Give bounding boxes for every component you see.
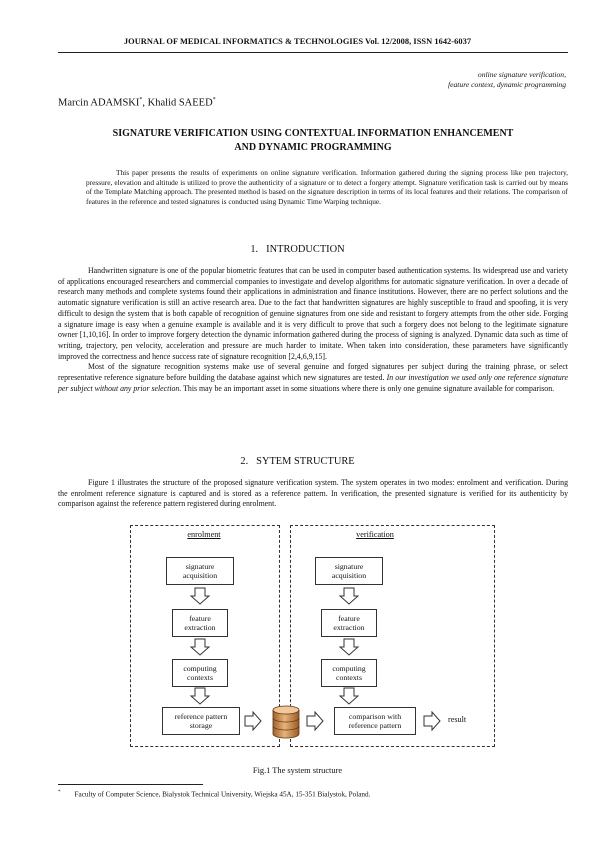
arrow-right-icon (423, 711, 441, 731)
database-icon (271, 705, 301, 739)
section-2-number: 2. (240, 456, 249, 467)
p2-italic: In our investigation we used only one reference signature per subject without any prior selection. (58, 373, 568, 393)
section-2-title: SYTEM STRUCTURE (256, 456, 355, 467)
arrow-down-icon (190, 687, 210, 705)
enrol-node-4-label: reference pattern storage (174, 711, 228, 730)
abstract: This paper presents the results of experiments on online signature verification. Information gathered during the signing process like pen trajectory, pressure, elevation and altitude is utilized to prove the authenticity of a signature or to detect a forgery attempt. Signature verification task is carried out by means of the Template Matching approach. The presented method is based on the signature description in terms of its local features and their relations. The comparison of features in the reference and tested signatures is conducted using Dynamic Time Warping technique. (86, 168, 568, 206)
verif-node-2-label: feature extraction (333, 613, 365, 632)
p2-end: This may be an important asset in some situations where there is only one genuine signature available for comparison. (181, 383, 555, 393)
author-1: Marcin ADAMSKI (58, 97, 140, 109)
verif-comparison-with-reference (334, 707, 416, 735)
author-1-mark: * (139, 97, 143, 103)
enrol-reference-pattern-storage (162, 707, 240, 735)
header-rule (58, 52, 568, 53)
section-2-body (58, 478, 568, 510)
arrow-down-icon (190, 638, 210, 656)
section-1-title: INTRODUCTION (266, 244, 345, 255)
section-1-paragraph-1: Handwritten signature is one of the popular biometric features that can be used in computer based authentication systems. Its widespread use and variety of applications encouraged researchers and commercial companies to investigate and develop algorithms for automatic signature verification. In over a decade of research many methods and complete systems found their applications in administration and finance institutions. However, there are no perfect solutions and the automatic signature verification is still an active research area. Due to the fact that handwritten signatures are highly susceptible to fraud and spoofing, it is very difficult to design the system that is both capable of recognition of genuine signatures from one side and resistant to forgery attempts from the other side. Forging a signature image is easy when a genuine example is available and it is very difficult to prove that such a forgery does not belong to the legitimate signature owner [1,10,16]. In order to improve forgery detection the dynamic information gathered during the process of signing is analyzed. Dynamic data such as time of writing, trajectory, pen velocity, acceleration and pressure are much harder to imitate. When taken into consideration, these parameters have significantly improved the correctness and hence success rate of signature recognition [2,4,6,9,15]. (58, 266, 568, 361)
figure-caption: Fig.1 The system structure (252, 766, 343, 775)
verif-node-1-label: signature acquisition (331, 561, 367, 580)
enrol-node-3-label: computing contexts (183, 663, 217, 682)
enrol-signature-acquisition (166, 557, 234, 585)
enrol-node-1-label: signature acquisition (182, 561, 218, 580)
arrow-down-icon (339, 638, 359, 656)
p2-start: Most of the signature recognition systems make use of several genuine and forged signatures per subject during the training phrase, or select representative reference signature before building the database against which new signatures are tested. (58, 362, 568, 383)
arrow-right-icon (244, 711, 262, 731)
verif-node-4-label: comparison with reference pattern (348, 711, 402, 730)
keywords-line-2: feature context, dynamic programming (448, 80, 566, 89)
result-label: result (448, 715, 467, 724)
paper-title (58, 127, 568, 155)
system-structure-diagram (130, 525, 530, 765)
verification-label: verification (356, 530, 394, 539)
keywords-line-1: online signature verification, (477, 70, 566, 79)
authors (58, 97, 216, 109)
footnote-rule (58, 784, 203, 785)
author-2: Khalid SAEED (147, 97, 213, 109)
footnote-mark: * (58, 790, 61, 795)
section-2-paragraph-1: Figure 1 illustrates the structure of the proposed signature verification system. The system operates in two modes: enrolment and verification. During the enrolment reference signature is captured and is stored as a reference pattern. In verification, the presented signature is verified for its authenticity by comparison against the reference pattern registered during enrolment. (58, 478, 568, 509)
paper-title-line-1: SIGNATURE VERIFICATION USING CONTEXTUAL INFORMATION ENHANCEMENT (112, 128, 514, 139)
author-separator: , (142, 97, 148, 109)
verif-feature-extraction (321, 609, 377, 637)
verif-node-3-label: computing contexts (332, 663, 366, 682)
enrol-feature-extraction (172, 609, 228, 637)
enrol-computing-contexts (172, 659, 228, 687)
footnote-text: Faculty of Computer Science, Bialystok Technical University, Wiejska 45A, 15-351 Bialystok, Poland. (74, 790, 371, 799)
section-1-heading (0, 244, 595, 255)
arrow-down-icon (339, 587, 359, 605)
section-1-body (58, 266, 568, 394)
enrolment-label: enrolment (187, 530, 221, 539)
section-1-paragraph-2 (58, 362, 568, 394)
arrow-down-icon (339, 687, 359, 705)
section-1-number: 1. (250, 244, 259, 255)
enrol-node-2-label: feature extraction (184, 613, 216, 632)
paper-title-line-2: AND DYNAMIC PROGRAMMING (234, 142, 392, 153)
arrow-down-icon (190, 587, 210, 605)
footnote (58, 790, 568, 798)
arrow-right-icon (306, 711, 324, 731)
section-2-heading (0, 456, 595, 467)
verif-computing-contexts (321, 659, 377, 687)
journal-header: JOURNAL OF MEDICAL INFORMATICS & TECHNOLOGIES Vol. 12/2008, ISSN 1642-6037 (123, 37, 472, 46)
author-2-mark: * (212, 97, 216, 103)
verif-signature-acquisition (315, 557, 383, 585)
